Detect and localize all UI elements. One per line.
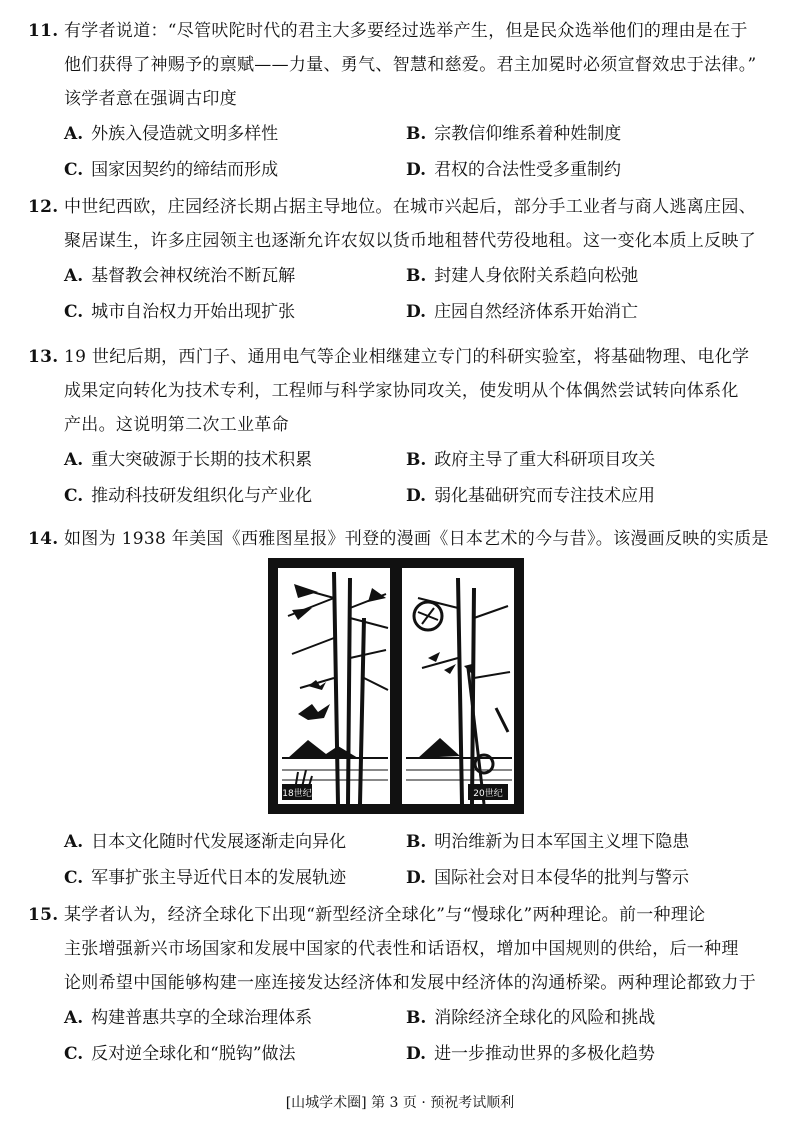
option-b[interactable]: B. 封建人身依附关系趋向松弛 [406, 266, 639, 286]
question-stem-line: 成果定向转化为技术专利，工程师与科学家协同攻关，使发明从个体偶然尝试转向体系化 [64, 381, 739, 401]
question-stem-line: 13. 19 世纪后期，西门子、通用电气等企业相继建立专门的科研实验室，将基础物理、电化学 [28, 340, 776, 374]
left-panel [278, 568, 390, 804]
question-stem-line: 主张增强新兴市场国家和发展中国家的代表性和话语权，增加中国规则的供给，后一种理 [64, 939, 739, 959]
options-row [28, 860, 776, 896]
option-b[interactable]: B. 明治维新为日本军国主义埋下隐患 [406, 832, 690, 852]
question-stem-line: 聚居谋生，许多庄园领主也逐渐允许农奴以货币地租替代劳役地租。这一变化本质上反映了 [64, 231, 756, 251]
option-c[interactable]: C. 推动科技研发组织化与产业化 [64, 486, 313, 506]
option-a[interactable]: A. 外族入侵造就文明多样性 [64, 124, 279, 144]
question-number: 11. [28, 21, 59, 41]
question-15 [28, 898, 776, 1072]
question-number: 13. [28, 347, 59, 367]
options-row [28, 478, 776, 514]
option-c[interactable]: C. 城市自治权力开始出现扩张 [64, 302, 296, 322]
option-d[interactable]: D. 君权的合法性受多重制约 [406, 160, 622, 180]
options-row [28, 824, 776, 860]
question-14 [28, 522, 776, 556]
option-a[interactable]: A. 日本文化随时代发展逐渐走向异化 [64, 832, 347, 852]
option-b[interactable]: B. 政府主导了重大科研项目攻关 [406, 450, 656, 470]
question-stem-line: 11. 有学者说道：“尽管吠陀时代的君主大多要经过选举产生，但是民众选举他们的理由是在于 [28, 14, 776, 48]
option-c[interactable]: C. 军事扩张主导近代日本的发展轨迹 [64, 868, 347, 888]
option-d[interactable]: D. 国际社会对日本侵华的批判与警示 [406, 868, 690, 888]
right-panel-tag: 20世纪 [473, 789, 503, 799]
option-a[interactable]: A. 构建普惠共享的全球治理体系 [64, 1008, 313, 1028]
cartoon-illustration [268, 558, 524, 814]
question-14-options [28, 824, 776, 896]
question-stem-line: 12. 中世纪西欧，庄园经济长期占据主导地位。在城市兴起后，部分手工业者与商人逃离庄园、 [28, 190, 776, 224]
options-row [28, 1000, 776, 1036]
options-row [28, 1036, 776, 1072]
option-d[interactable]: D. 进一步推动世界的多极化趋势 [406, 1044, 656, 1064]
options-row [28, 152, 776, 188]
question-stem-line: 产出。这说明第二次工业革命 [64, 415, 289, 435]
question-number: 15. [28, 905, 59, 925]
question-11 [28, 14, 776, 188]
question-12 [28, 190, 776, 330]
question-number: 12. [28, 197, 59, 217]
option-c[interactable]: C. 国家因契约的缔结而形成 [64, 160, 279, 180]
question-stem-line: 他们获得了神赐予的禀赋——力量、勇气、智慧和慈爱。君主加冕时必须宣督效忠于法律。” [64, 55, 757, 75]
option-a[interactable]: A. 重大突破源于长期的技术积累 [64, 450, 313, 470]
left-panel-tag: 18世纪 [282, 789, 312, 799]
question-number: 14. [28, 529, 59, 549]
option-d[interactable]: D. 弱化基础研究而专注技术应用 [406, 486, 656, 506]
option-b[interactable]: B. 宗教信仰维系着种姓制度 [406, 124, 622, 144]
page-footer: [山城学术圈] 第 3 页 · 预祝考试顺利 [285, 1095, 515, 1111]
option-d[interactable]: D. 庄园自然经济体系开始消亡 [406, 302, 639, 322]
option-a[interactable]: A. 基督教会神权统治不断瓦解 [64, 266, 296, 286]
question-stem-line: 15. 某学者认为，经济全球化下出现“新型经济全球化”与“慢球化”两种理论。前一种理论 [28, 898, 776, 932]
question-stem-line: 该学者意在强调古印度 [64, 89, 237, 109]
question-stem-line: 14. 如图为 1938 年美国《西雅图星报》刊登的漫画《日本艺术的今与昔》。该漫画反映的实质是 [28, 522, 776, 556]
option-c[interactable]: C. 反对逆全球化和“脱钩”做法 [64, 1044, 296, 1064]
options-row [28, 116, 776, 152]
options-row [28, 258, 776, 294]
question-13 [28, 340, 776, 514]
options-row [28, 294, 776, 330]
option-b[interactable]: B. 消除经济全球化的风险和挑战 [406, 1008, 656, 1028]
right-panel [402, 568, 514, 804]
cartoon-figure [268, 558, 524, 814]
question-stem-line: 论则希望中国能够构建一座连接发达经济体和发展中经济体的沟通桥梁。两种理论都致力于 [64, 973, 756, 993]
options-row [28, 442, 776, 478]
